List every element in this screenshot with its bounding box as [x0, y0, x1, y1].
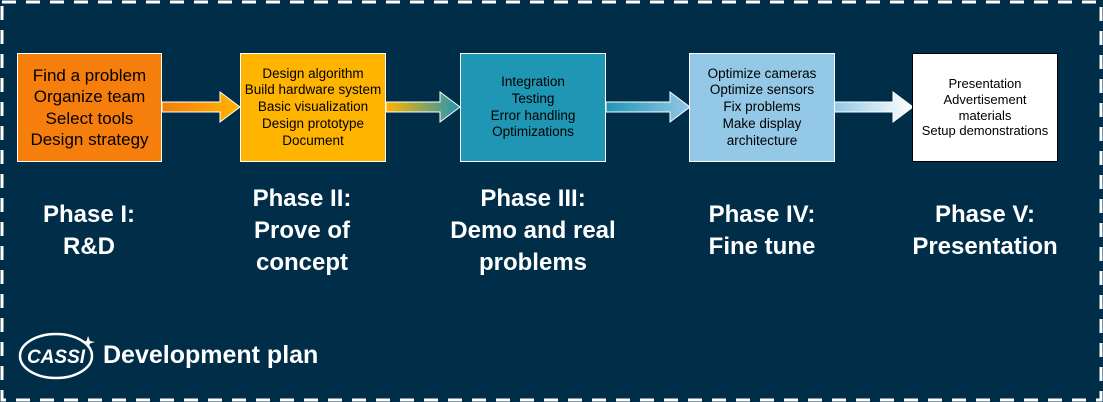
task-line: Presentation: [948, 75, 1022, 91]
phase-line: R&D: [63, 233, 115, 260]
task-box-phase-4: [689, 53, 835, 162]
phase-line: Prove of: [253, 217, 351, 244]
task-line: Design strategy: [30, 129, 149, 149]
task-line: Design algorithm: [262, 65, 364, 81]
cassi-logo: [18, 330, 100, 382]
task-box-phase-5: [912, 53, 1058, 162]
phase-line: Phase I:: [42, 201, 136, 228]
task-box-phase-2: [240, 53, 386, 162]
phase-line: concept: [255, 249, 348, 276]
task-line: Find a problem: [32, 66, 147, 86]
task-line: Integration: [501, 74, 565, 90]
phase-line: Fine tune: [708, 233, 816, 260]
task-line: Advertisement: [943, 91, 1027, 107]
phase-line: Presentation: [912, 233, 1058, 260]
phase-label-5: [885, 199, 1085, 263]
task-line: architecture: [726, 132, 798, 148]
task-line: Setup demonstrations: [921, 123, 1049, 139]
task-line: Design prototype: [261, 115, 365, 131]
task-box-phase-1: [17, 53, 162, 162]
arrow-1-2: [162, 92, 240, 122]
phase-line: Phase V:: [934, 201, 1036, 228]
task-line: Organize team: [33, 87, 146, 107]
phase-label-2: [222, 183, 382, 279]
task-line: Optimizations: [492, 124, 574, 140]
task-line: Build hardware system: [244, 82, 382, 98]
phase-label-1: [9, 199, 169, 263]
arrow-2-3: [386, 92, 460, 122]
phase-line: Demo and real: [450, 217, 616, 244]
svg-text:CASSI: CASSI: [26, 347, 86, 368]
diagram-title: Development plan: [103, 341, 319, 369]
phase-line: Phase IV:: [708, 201, 816, 228]
task-box-phase-3: [460, 53, 606, 162]
phase-label-3: [423, 183, 643, 279]
task-line: Fix problems: [723, 99, 801, 115]
arrow-3-4: [606, 92, 690, 122]
task-line: Optimize sensors: [709, 82, 815, 98]
phase-label-4: [672, 199, 852, 263]
task-line: Make display: [722, 115, 802, 131]
task-line: Document: [282, 132, 344, 148]
phase-line: Phase II:: [252, 185, 352, 212]
task-line: materials: [958, 107, 1012, 123]
task-line: Basic visualization: [257, 99, 369, 115]
phase-line: problems: [478, 249, 588, 276]
task-line: Optimize cameras: [707, 65, 817, 81]
task-line: Error handling: [490, 107, 576, 123]
arrow-4-5: [834, 92, 913, 122]
phase-line: Phase III:: [480, 185, 586, 212]
task-line: Select tools: [45, 108, 134, 128]
task-line: Testing: [511, 90, 555, 106]
